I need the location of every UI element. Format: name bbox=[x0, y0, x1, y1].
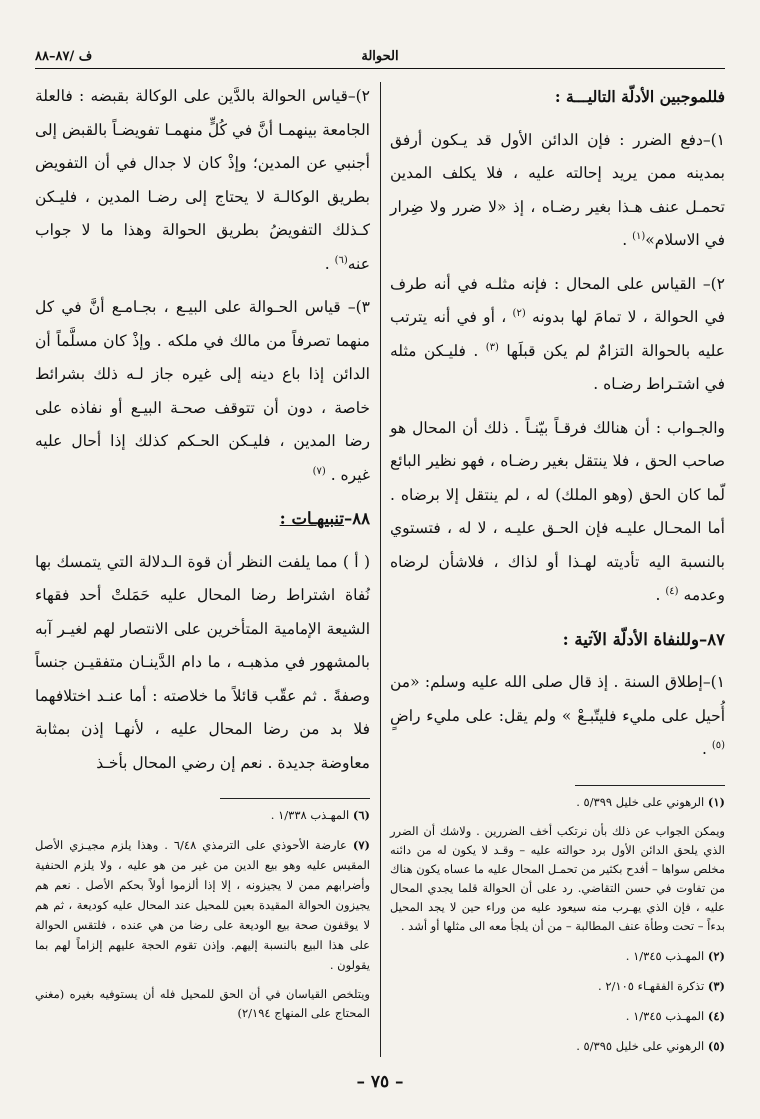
right-paragraph-2b: ، أو في أنه يترتب عليه بالحوالة التزامٌ لم يكن قبلَها bbox=[390, 308, 725, 360]
footnote-ref-4: (٤) bbox=[665, 585, 679, 597]
footnote-ref-2: (٢) bbox=[512, 307, 526, 319]
section-88-heading bbox=[35, 502, 370, 536]
left-column bbox=[35, 80, 370, 1033]
left-paragraph-3 bbox=[35, 546, 370, 781]
footnote-7 bbox=[35, 835, 370, 975]
footnote-text: الرهوني على خليل ٥/٣٩٥ . bbox=[576, 1038, 705, 1053]
right-column bbox=[390, 80, 725, 1066]
footnote-5 bbox=[390, 1036, 725, 1056]
section-87-title: وللنفاة الأدلّة الآتية : bbox=[562, 629, 700, 649]
footnote-ref-1: (١) bbox=[632, 230, 646, 242]
right-intro: فللموجبين الأدلّة التاليـــة : bbox=[554, 87, 725, 106]
footnote-num: (٧) bbox=[352, 838, 370, 852]
right-paragraph-3: والجـواب : أن هنالك فرقـاً بيّنـاً . ذلك أن المحال هو صاحب الحق ، فلا ينتقل بغير رضـاه ، فهو نظير البائع لّما كان الحق (وهو الملك) له ، لم ينتقل إلا برضاه . أما المحـال عليـه فإن الحـق عليـه ، لا له ، فتستوي بالنسبة اليه تأديته لهـذا أو لذاك ، فلاشأن لرضاه وعدمه $^{(٤)}$ . bbox=[390, 418, 725, 604]
footnote-rule-left bbox=[220, 798, 370, 799]
footnote-num: (٤) bbox=[707, 1008, 725, 1023]
running-header bbox=[35, 44, 725, 69]
right-paragraph-2a: ٢)– القياس على المحال : فإنه مثلـه في أنه طرف في الحوالة ، لا تمامَ لها بدونه bbox=[390, 274, 725, 326]
right-paragraph-1-text: ١)–دفع الضرر : فإن الدائن الأول قد يـكون أرفق بمدينه ممن يريد إحالته عليه ، فلا يكلف المدين تحمـل عنف هـذا بغير رضـاه ، إذ «لا ضرر ولا ضِرار في الاسلام» bbox=[390, 130, 725, 249]
section-folio: ف /٨٧–٨٨ bbox=[35, 49, 93, 64]
right-paragraph-3-text: والجـواب : أن هنالك فرقـاً بيّنـاً . ذلك أن المحال هو صاحب الحق ، فلا ينتقل بغير رضـاه ، فهو نظير البائع لّما كان الحق (وهو الملك) له ، لم ينتقل إلا برضاه . أما المحـال عليـه فإن الحـق عليـه ، لا له ، فتستوي بالنسبة اليه تأديته لهـذا أو لذاك ، فلاشأن لرضاه وعدمه bbox=[390, 418, 725, 604]
left-footnotes bbox=[35, 805, 370, 1023]
footnote-num: (١) bbox=[707, 794, 725, 809]
left-paragraph-1: ٢)–قياس الحوالة بالدَّين على الوكالة بقبضه : فالعلة الجامعة بينهمـا أنَّ في كُلٍّ منهمـا تفويضـاً بالقبض إلى أجنبي عن المدين؛ وإذْ كان لا جدال في أن التفويض بطريق الوكالـة لا يحتاج إلى رضـا المدين ، فليـكن كـذلك التفويضُ بطريق الحوالة وهذا ما لا جواب عنه$^{(٦)}$ . bbox=[35, 87, 370, 273]
section-88-title: تنبيهـات : bbox=[279, 509, 345, 528]
footnote-text: المهـذب ١/٣٤٥ . bbox=[625, 1008, 705, 1023]
footnote-ref-7: (٧) bbox=[312, 465, 326, 477]
footnote-num: (٣) bbox=[707, 978, 725, 993]
section-87-heading bbox=[390, 623, 725, 657]
right-paragraph-2c: . فليـكن مثله في اشتـراط رضـاه . bbox=[390, 341, 725, 393]
footnote-2 bbox=[390, 946, 725, 966]
footnote-text: المهـذب ١/٣٣٨ . bbox=[270, 808, 350, 822]
left-paragraph-1-text: ٢)–قياس الحوالة بالدَّين على الوكالة بقبضه : فالعلة الجامعة بينهمـا أنَّ في كُلٍّ منهمـا تفويضـاً بالقبض إلى أجنبي عن المدين؛ وإذْ كان لا جدال في أن التفويض بطريق الوكالـة لا يحتاج إلى رضـا المدين ، فليـكن كـذلك التفويضُ بطريق الحوالة وهذا ما لا جواب عنه bbox=[35, 87, 370, 273]
right-paragraph-4-text: ١)–إطلاق السنة . إذ قال صلى الله عليه وسلم: «من أُحيل على مليء فليتّبـعْ » ولم يقل: على مليء راضٍ bbox=[390, 673, 725, 725]
section-88-number: ٨٨– bbox=[344, 509, 370, 528]
footnote-3 bbox=[390, 976, 725, 996]
right-footnotes bbox=[390, 792, 725, 1056]
left-paragraph-3-text: ( أ ) مما يلفت النظر أن قوة الـدلالة التي يتمسك بها نُفاة اشتراط رضا المحال عليه حَمَلتْ أحد فقهاء الشيعة الإمامية المتأخرين على الانتصار لهم لغيـر آبه بالمشهور في مذهبـه ، ما دام الدَّينـان متفقيـن جنساً وصفةً . ثم عقّب قائلاً ما خلاصته : أما عنـد اختلافهما فلا بد من رضا المحال عليه ، لأنهـا إذن بمثابة معاوضة جديدة . نعم إن رضي المحال بأخـذ bbox=[35, 552, 370, 772]
footnote-1 bbox=[390, 792, 725, 812]
right-paragraph-2 bbox=[390, 268, 725, 402]
footnote-7-continuation: ويتلخص القياسان في أن الحق للمحيل فله أن يستوفيه بغيره (مغني المحتاج على المنهاج ٢/١٩٤) bbox=[35, 987, 370, 1020]
footnote-6 bbox=[35, 805, 370, 825]
running-title: الحوالة bbox=[361, 49, 399, 64]
footnote-ref-3: (٣) bbox=[485, 341, 499, 353]
section-87-number: ٨٧– bbox=[699, 629, 725, 649]
footnote-text: المهـذب ١/٣٤٥ . bbox=[625, 948, 705, 963]
footnote-text: الرهوني على خليل ٥/٣٩٩ . bbox=[576, 794, 705, 809]
footnote-4 bbox=[390, 1006, 725, 1026]
footnote-text: تذكرة الفقهـاء ٢/١٠٥ . bbox=[598, 978, 705, 993]
footnote-1-continuation: ويمكن الجواب عن ذلك بأن نرتكب أخف الضررين . ولاشك أن الضرر الذي يلحق الدائن الأول برد حوالته عليه – وقـد لا يكون له من دائنه مخلص سواها – أفدح بكثير من تحمـل المحال عليه ما عساه يكون هناك من تفاوت في حسن التقاضي. رد على أن الحوالة قلما يجدي المحال عليه ، فإن الذي يهـرب منه سيعود عليه من وراء حين لا يجد المحيل بدءاً – تحت وطأة عنف المطالبة – من أن يلجأ معه الى مثلها أو أشد . bbox=[390, 823, 725, 933]
footnote-ref-5: (٥) bbox=[711, 739, 725, 751]
footnote-ref-6: (٦) bbox=[334, 254, 348, 266]
left-paragraph-2-text: ٣)– قياس الحـوالة على البيـع ، بجـامـع أنَّ في كل منهما تصرفاً من مالك في ملكه . وإذْ كان مسلَّماً أن الدائن إذا باع دينه إلى غيره جاز لـه ذلك بشرائط خاصة ، دون أن تتوقف صحـة البيـع أو نفاذه على رضا المدين ، فليـكن الحـكم كذلك إذا أحال عليه غيره . bbox=[35, 298, 370, 484]
footnote-rule-right bbox=[575, 785, 725, 786]
right-paragraph-4: ١)–إطلاق السنة . إذ قال صلى الله عليه وسلم: «من أُحيل على مليء فليتّبـعْ » ولم يقل: على مليء راضٍ $^{(٥)}$ . bbox=[390, 673, 725, 758]
footnote-text: عارضة الأحوذي على الترمذي ٦/٤٨ . وهذا يلزم مجيـزي الأصل المقيس عليه وهو بيع الدين من غير من هو عليه ، ولا يلزم الحنفية وأضرابهم ممن لا يجيزونه ، إلا إذا ألزموا أولاً بحكم الأصل . نعم هم يجيزون الحوالة المقيدة بعين للمحيل عند المحال عليه كوديعة ، ثم هم لا يوقفون صحة بيع الوديعة على رضا من هي عنده ، فلتقس الحوالة على هذا البيع بالنسبة إليهم. وإذن تقوم الحجة عليهم إلزاماً لهم بما يقولون . bbox=[35, 838, 370, 972]
page-number: – ٧٥ – bbox=[356, 1072, 404, 1092]
column-divider bbox=[380, 82, 381, 1057]
footnote-num: (٥) bbox=[707, 1038, 725, 1053]
right-paragraph-1: ١)–دفع الضرر : فإن الدائن الأول قد يـكون أرفق بمدينه ممن يريد إحالته عليه ، فلا يكلف المدين تحمـل عنف هـذا بغير رضـاه ، إذ «لا ضرر ولا ضِرار في الاسلام»$^{(١)}$ . bbox=[390, 130, 725, 249]
left-paragraph-2 bbox=[35, 291, 370, 492]
footnote-num: (٦) bbox=[352, 808, 370, 822]
footnote-num: (٢) bbox=[707, 948, 725, 963]
